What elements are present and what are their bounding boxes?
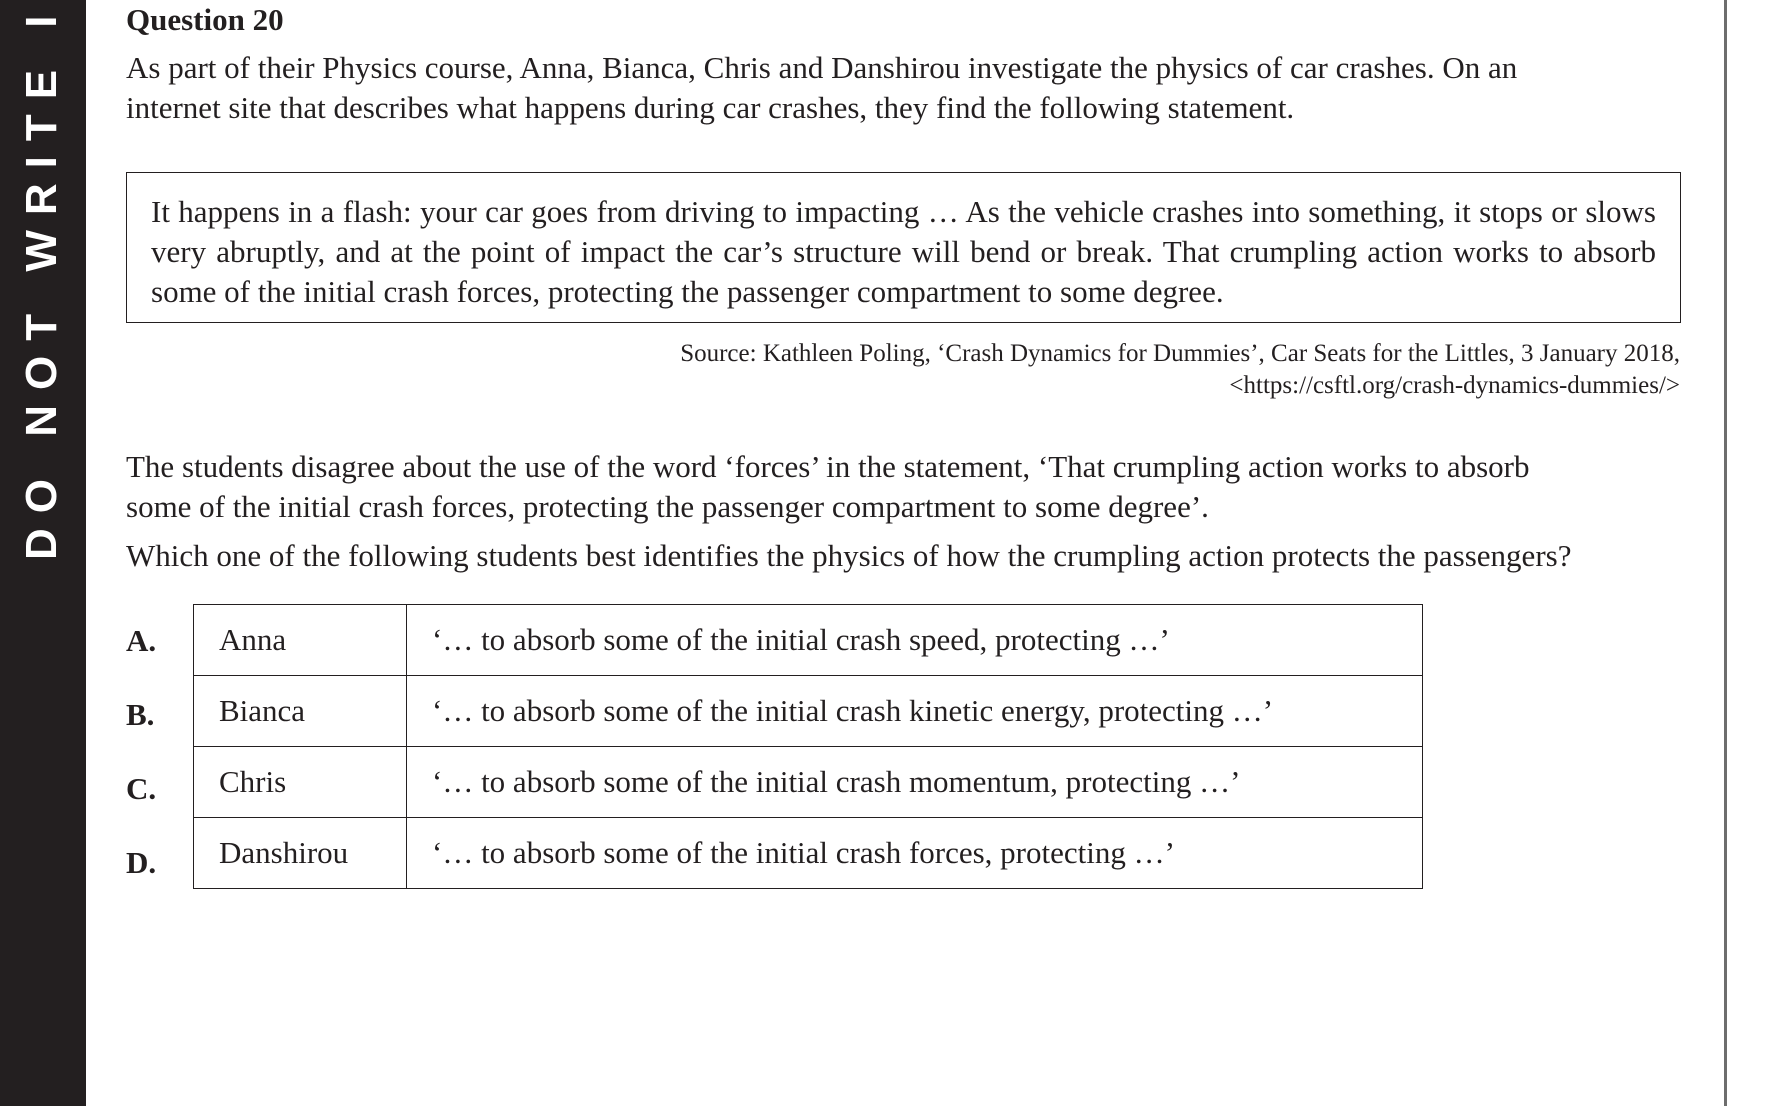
source-line-2: <https://csftl.org/crash-dynamics-dummies/> <box>1229 372 1680 399</box>
student-name: Bianca <box>194 676 407 747</box>
quoted-statement: It happens in a flash: your car goes from driving to impacting … As the vehicle crashes into something, it stops or slows very abruptly, and at the point of impact the car’s structure will bend or break. That crumpling action works to absorb some of the initial crash forces, protecting the passenger compartment to some degree. <box>151 194 1656 309</box>
option-letter-c: C. <box>126 771 157 806</box>
source-citation <box>680 338 1680 402</box>
right-margin-rule <box>1724 0 1727 1106</box>
student-phrase: ‘… to absorb some of the initial crash momentum, protecting …’ <box>407 747 1423 818</box>
para-line-1: The students disagree about the use of the word ‘forces’ in the statement, ‘That crumpling action works to absorb <box>126 449 1530 484</box>
question-prompt: Which one of the following students best identifies the physics of how the crumpling action protects the passengers? <box>126 538 1572 573</box>
intro-line-1: As part of their Physics course, Anna, Bianca, Chris and Danshirou investigate the physics of car crashes. On an <box>126 50 1518 85</box>
option-row-d[interactable] <box>194 818 1423 889</box>
option-row-b[interactable] <box>194 676 1423 747</box>
student-name: Danshirou <box>194 818 407 889</box>
student-phrase: ‘… to absorb some of the initial crash forces, protecting …’ <box>407 818 1423 889</box>
source-line-1: Source: Kathleen Poling, ‘Crash Dynamics for Dummies’, Car Seats for the Littles, 3 January 2018, <box>680 340 1680 367</box>
options-table <box>193 604 1423 889</box>
option-letter-a: A. <box>126 623 157 658</box>
student-name: Chris <box>194 747 407 818</box>
disagreement-paragraph <box>126 447 1686 527</box>
quoted-statement-box <box>126 172 1681 323</box>
do-not-write-label: DO NOT WRITE I <box>17 0 66 560</box>
student-name: Anna <box>194 605 407 676</box>
question-intro <box>126 48 1686 128</box>
para-line-2: some of the initial crash forces, protecting the passenger compartment to some degree’. <box>126 489 1209 524</box>
option-row-c[interactable] <box>194 747 1423 818</box>
option-letter-b: B. <box>126 697 155 732</box>
student-phrase: ‘… to absorb some of the initial crash kinetic energy, protecting …’ <box>407 676 1423 747</box>
margin-bar <box>0 0 86 1106</box>
option-row-a[interactable] <box>194 605 1423 676</box>
student-phrase: ‘… to absorb some of the initial crash speed, protecting …’ <box>407 605 1423 676</box>
intro-line-2: internet site that describes what happens during car crashes, they find the following statement. <box>126 90 1295 125</box>
question-title: Question 20 <box>126 2 284 37</box>
option-letter-d: D. <box>126 845 157 880</box>
